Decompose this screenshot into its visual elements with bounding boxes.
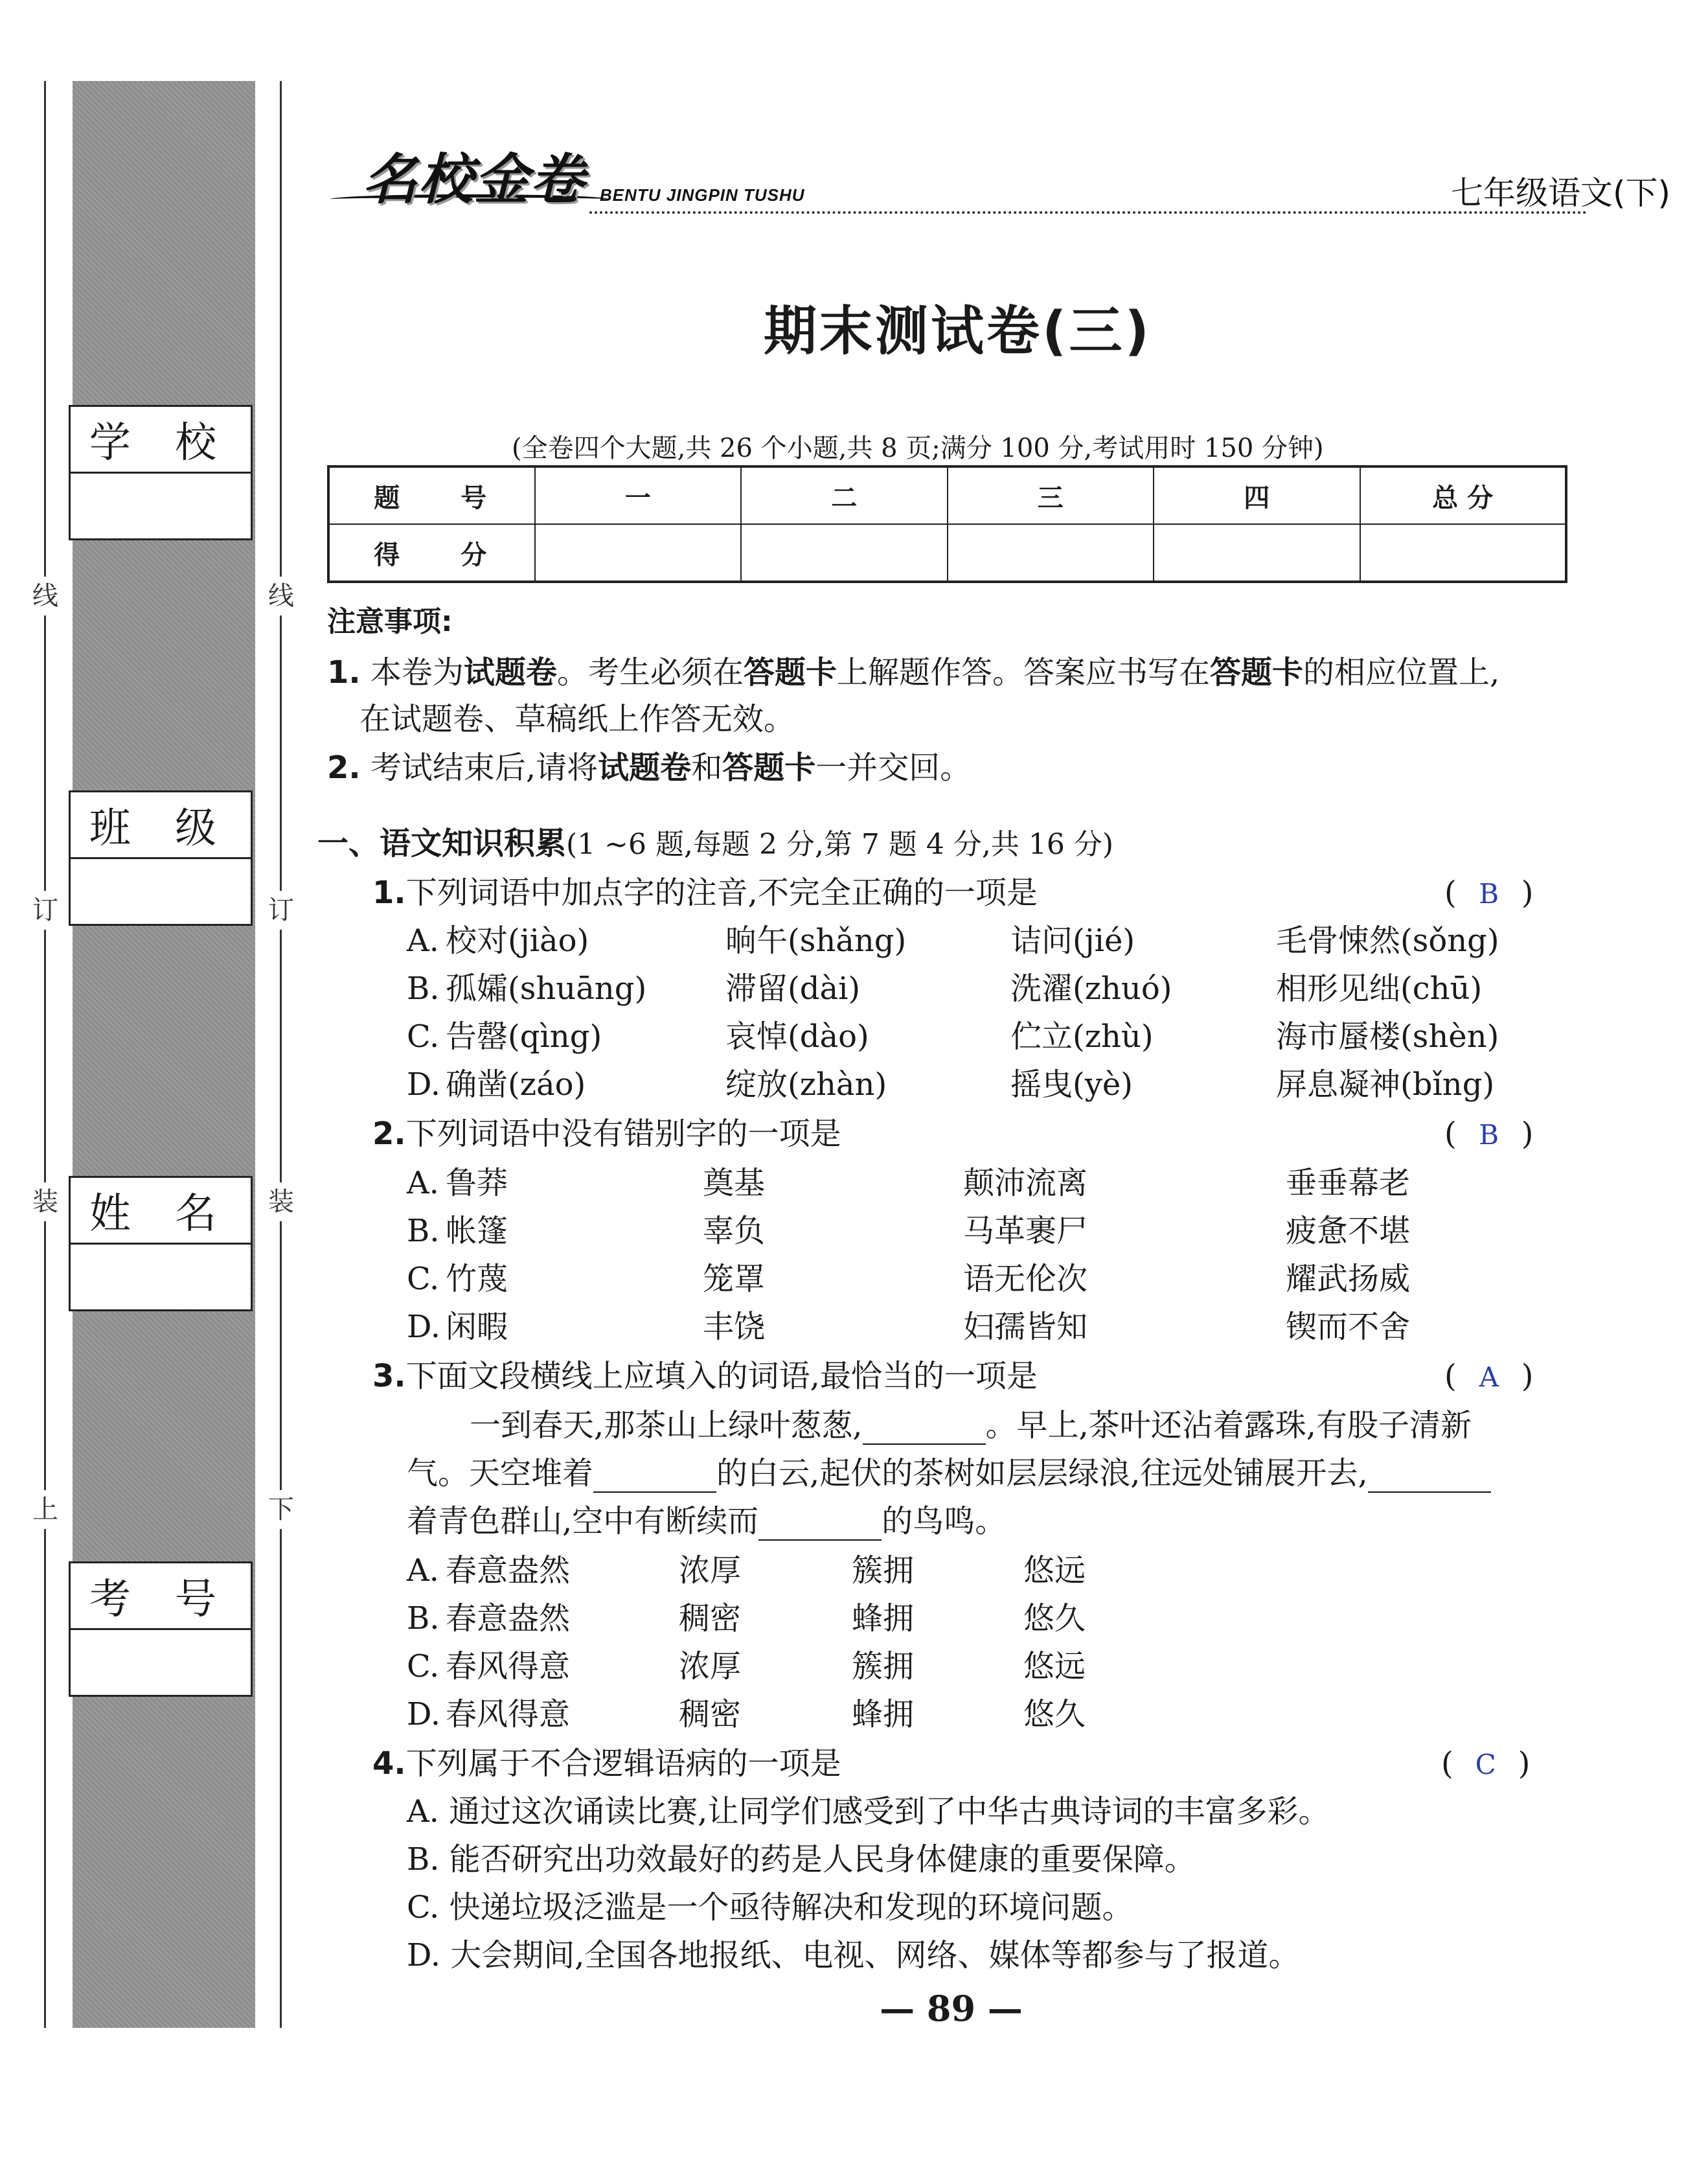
q3-option-b-4: 悠久 xyxy=(1023,1600,1086,1637)
q1-option-c-4: 海市蜃楼(shèn) xyxy=(1276,1018,1499,1055)
brand-logo-en: BENTU JINGPIN TUSHU xyxy=(600,185,805,205)
page-number: — 89 — xyxy=(880,1988,1023,2029)
q1-option-c-1: 告罄(qìng) xyxy=(446,1018,602,1055)
q3-option-a-2: 浓厚 xyxy=(679,1552,742,1589)
school-label: 学 校 xyxy=(71,407,251,474)
q2-option-b-1: 帐篷 xyxy=(446,1213,508,1249)
q3-blank-4[interactable] xyxy=(758,1511,882,1541)
side-char-xian-left: 线 xyxy=(30,577,61,615)
q1-option-c-2: 哀悼(dào) xyxy=(725,1018,869,1055)
q2-option-d-1: 闲暇 xyxy=(446,1309,508,1345)
score-header-cell: 题 号 xyxy=(328,466,535,524)
q3-option-a-letter: A. xyxy=(407,1552,439,1589)
name-field[interactable] xyxy=(71,1245,251,1309)
side-char-ding-right: 订 xyxy=(266,891,297,930)
q1-option-d-2: 绽放(zhàn) xyxy=(725,1066,887,1103)
q2-option-c-2: 笼罩 xyxy=(703,1261,766,1297)
q3-option-d-4: 悠久 xyxy=(1023,1696,1086,1732)
q1-option-b-letter: B. xyxy=(407,971,440,1007)
name-box xyxy=(69,1176,253,1311)
q3-blank-2[interactable] xyxy=(593,1463,716,1493)
q2-answer-slot[interactable]: ( B ) xyxy=(1444,1116,1534,1152)
score-table-header-row xyxy=(328,466,1566,524)
binding-line-outer xyxy=(44,81,46,2028)
score-cell[interactable] xyxy=(1154,524,1360,582)
score-header-cell: 二 xyxy=(741,466,948,524)
note-1-line2: 在试题卷、草稿纸上作答无效。 xyxy=(359,701,795,737)
q3-answer-slot[interactable]: ( A ) xyxy=(1444,1358,1534,1394)
score-row-label: 得 分 xyxy=(328,524,535,582)
q1-option-b-1: 孤孀(shuāng) xyxy=(446,971,647,1007)
q1-option-a-1: 校对(jiào) xyxy=(446,923,589,959)
q3-option-d-letter: D. xyxy=(407,1696,441,1732)
exam-id-field[interactable] xyxy=(71,1630,251,1695)
q3-option-c-2: 浓厚 xyxy=(679,1648,742,1684)
name-label: 姓 名 xyxy=(71,1178,251,1245)
q1-option-b-3: 洗濯(zhuó) xyxy=(1010,971,1172,1007)
score-header-cell: 一 xyxy=(535,466,742,524)
q2-stem: 2.下列词语中没有错别字的一项是 xyxy=(372,1116,841,1152)
note-2: 2. 考试结束后,请将试题卷和答题卡一并交回。 xyxy=(327,750,972,786)
side-char-xia: 下 xyxy=(266,1490,297,1529)
side-char-xian-right: 线 xyxy=(266,577,297,615)
q2-option-a-letter: A. xyxy=(407,1165,439,1201)
header-rule xyxy=(589,211,1587,214)
q3-option-d-3: 蜂拥 xyxy=(852,1696,915,1732)
q1-option-c-letter: C. xyxy=(407,1018,440,1055)
q1-option-d-4: 屏息凝神(bǐng) xyxy=(1276,1066,1495,1103)
q2-option-c-1: 竹蔑 xyxy=(446,1261,508,1297)
side-char-shang: 上 xyxy=(30,1490,61,1529)
grade-label: 七年级语文(下) xyxy=(1451,174,1671,212)
school-field[interactable] xyxy=(71,474,251,538)
q3-passage-line1: 一到春天,那茶山上绿叶葱葱, 。早上,茶叶还沾着露珠,有股子清新 xyxy=(470,1407,1472,1443)
q1-option-b-2: 滞留(dài) xyxy=(725,971,861,1007)
side-char-ding-left: 订 xyxy=(30,891,61,930)
exam-id-label: 考 号 xyxy=(71,1563,251,1630)
q3-option-d-1: 春风得意 xyxy=(446,1696,571,1732)
score-header-cell: 总 分 xyxy=(1360,466,1567,524)
side-char-zhuang-left: 装 xyxy=(30,1182,61,1221)
score-table xyxy=(327,465,1567,583)
q1-option-a-2: 晌午(shǎng) xyxy=(725,923,907,959)
binding-gray-band xyxy=(73,81,255,2028)
q3-blank-1[interactable] xyxy=(863,1415,986,1445)
q1-option-c-3: 伫立(zhù) xyxy=(1010,1018,1154,1055)
page-title: 期末测试卷(三) xyxy=(764,301,1152,362)
q2-option-b-letter: B. xyxy=(407,1213,440,1249)
q3-option-a-4: 悠远 xyxy=(1023,1552,1086,1589)
q3-passage-line3: 着青色群山,空中有断续而 的鸟鸣。 xyxy=(407,1503,1007,1539)
q2-option-d-letter: D. xyxy=(407,1309,441,1345)
q1-option-d-3: 摇曳(yè) xyxy=(1010,1066,1133,1103)
q1-option-a-3: 诘问(jié) xyxy=(1010,923,1135,959)
q2-option-a-1: 鲁莽 xyxy=(446,1165,508,1201)
q3-option-d-2: 稠密 xyxy=(679,1696,742,1732)
q2-option-c-letter: C. xyxy=(407,1261,440,1297)
q4-answer: C xyxy=(1475,1749,1496,1780)
q2-answer: B xyxy=(1479,1119,1499,1151)
school-box xyxy=(69,405,253,540)
q4-option-a: A. 通过这次诵读比赛,让同学们感受到了中华古典诗词的丰富多彩。 xyxy=(407,1793,1330,1830)
q2-option-d-2: 丰饶 xyxy=(703,1309,766,1345)
q2-option-a-2: 奠基 xyxy=(703,1165,766,1201)
score-cell[interactable] xyxy=(1360,524,1567,582)
q2-option-c-3: 语无伦次 xyxy=(963,1261,1088,1297)
q4-option-c: C. 快递垃圾泛滥是一个亟待解决和发现的环境问题。 xyxy=(407,1889,1133,1926)
q3-option-c-letter: C. xyxy=(407,1648,440,1684)
q1-stem: 1.下列词语中加点字的注音,不完全正确的一项是 xyxy=(372,875,1038,911)
q3-blank-3[interactable] xyxy=(1368,1463,1491,1493)
q2-option-a-4: 垂垂幕老 xyxy=(1286,1165,1411,1201)
q3-option-c-4: 悠远 xyxy=(1023,1648,1086,1684)
q3-option-b-3: 蜂拥 xyxy=(852,1600,915,1637)
binding-line-inner xyxy=(280,81,282,2028)
q3-option-a-3: 簇拥 xyxy=(852,1552,915,1589)
q2-option-c-4: 耀武扬威 xyxy=(1286,1261,1411,1297)
q3-stem: 3.下面文段横线上应填入的词语,最恰当的一项是 xyxy=(372,1358,1038,1394)
q4-stem: 4.下列属于不合逻辑语病的一项是 xyxy=(372,1745,841,1782)
q2-option-b-4: 疲惫不堪 xyxy=(1286,1213,1411,1249)
note-1: 1. 本卷为试题卷。考生必须在答题卡上解题作答。答案应书写在答题卡的相应位置上, xyxy=(327,654,1500,691)
q3-option-b-1: 春意盎然 xyxy=(446,1600,571,1637)
q2-option-d-4: 锲而不舍 xyxy=(1286,1309,1411,1345)
exam-subtitle: (全卷四个大题,共 26 个小题,共 8 页;满分 100 分,考试用时 150 分钟) xyxy=(512,433,1324,463)
score-header-cell: 三 xyxy=(948,466,1154,524)
score-cell[interactable] xyxy=(741,524,948,582)
q4-option-b: B. 能否研究出功效最好的药是人民身体健康的重要保障。 xyxy=(407,1841,1196,1878)
q3-option-c-3: 簇拥 xyxy=(852,1648,915,1684)
q3-option-b-2: 稠密 xyxy=(679,1600,742,1637)
score-table-value-row xyxy=(328,524,1566,582)
q4-option-d: D. 大会期间,全国各地报纸、电视、网络、媒体等都参与了报道。 xyxy=(407,1937,1300,1973)
q1-option-d-letter: D. xyxy=(407,1066,441,1103)
score-cell[interactable] xyxy=(535,524,742,582)
q1-option-d-1: 确凿(záo) xyxy=(446,1066,586,1103)
side-char-zhuang-right: 装 xyxy=(266,1182,297,1221)
q1-answer-slot[interactable]: ( B ) xyxy=(1444,875,1534,911)
q3-answer: A xyxy=(1479,1361,1499,1393)
q1-option-a-letter: A. xyxy=(407,923,439,959)
score-cell[interactable] xyxy=(948,524,1154,582)
q2-option-b-3: 马革裹尸 xyxy=(963,1213,1088,1249)
q2-option-d-3: 妇孺皆知 xyxy=(963,1309,1088,1345)
class-label: 班 级 xyxy=(71,792,251,859)
class-field[interactable] xyxy=(71,859,251,924)
q3-option-a-1: 春意盎然 xyxy=(446,1552,571,1589)
q2-option-b-2: 辜负 xyxy=(703,1213,766,1249)
q1-answer: B xyxy=(1479,878,1499,910)
q3-option-c-1: 春风得意 xyxy=(446,1648,571,1684)
notes-heading: 注意事项: xyxy=(327,605,453,638)
q1-option-a-4: 毛骨悚然(sǒng) xyxy=(1276,923,1499,959)
q1-option-b-4: 相形见绌(chū) xyxy=(1276,971,1483,1007)
class-box xyxy=(69,790,253,926)
q4-answer-slot[interactable]: ( C ) xyxy=(1441,1745,1531,1782)
q3-passage-line2: 气。天空堆着 的白云,起伏的茶树如层层绿浪,往远处铺展开去, xyxy=(407,1454,1491,1493)
q2-option-a-3: 颠沛流离 xyxy=(963,1165,1088,1201)
q3-option-b-letter: B. xyxy=(407,1600,440,1637)
section1-heading: 一、语文知识积累(1 ~6 题,每题 2 分,第 7 题 4 分,共 16 分) xyxy=(317,825,1113,862)
score-header-cell: 四 xyxy=(1154,466,1360,524)
exam-id-box xyxy=(69,1561,253,1697)
brand-logo: 名校金卷 xyxy=(363,147,586,211)
